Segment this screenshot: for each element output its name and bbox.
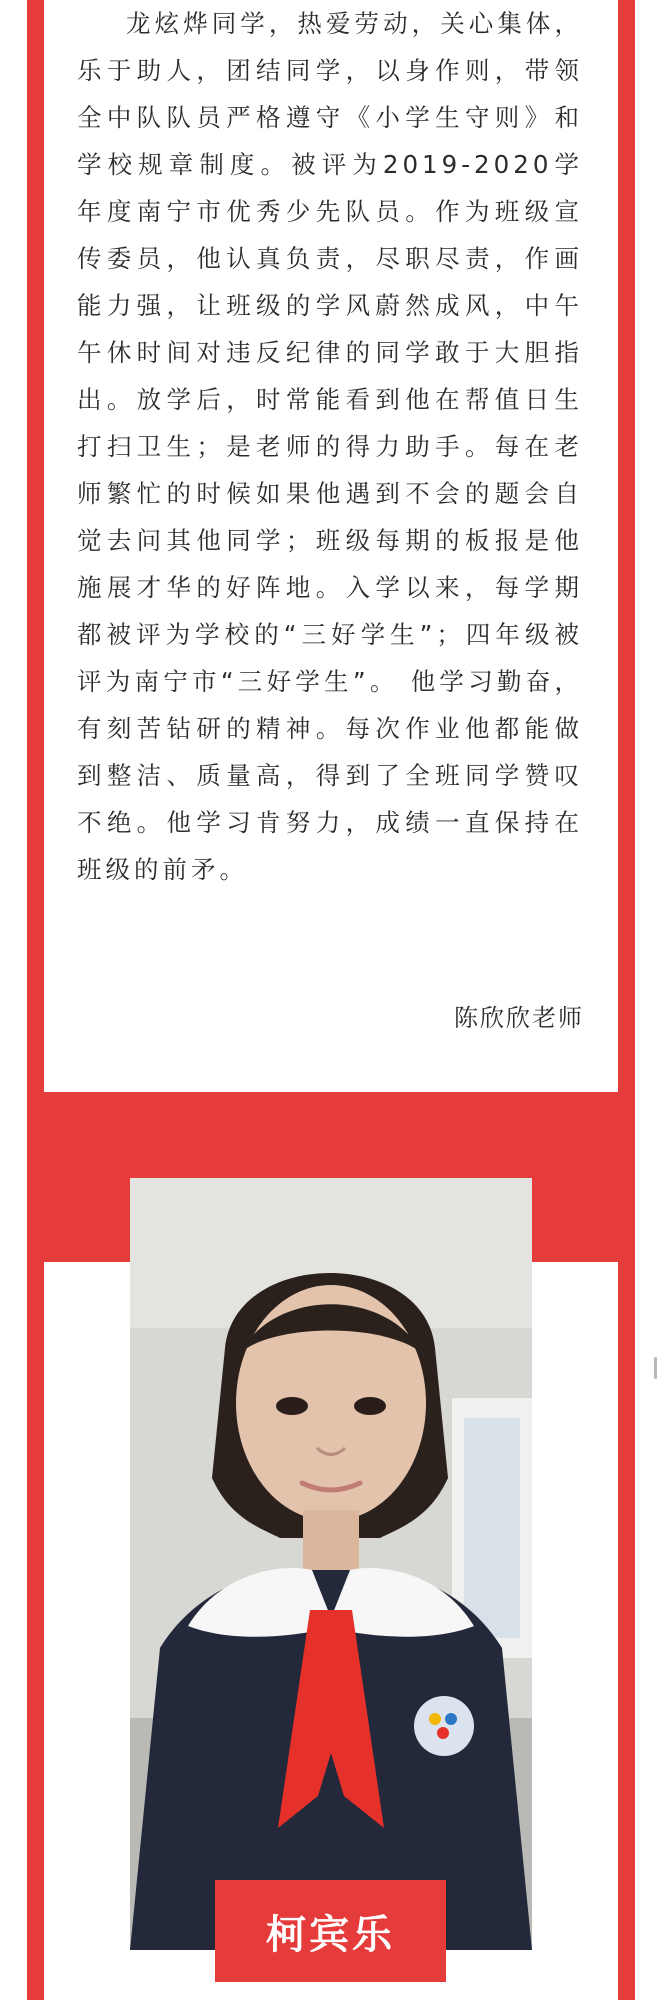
teacher-signature: 陈欣欣老师 [454,1004,584,1032]
student-name: 柯宾乐 [266,1911,395,1958]
student-photo [130,1178,532,1950]
scroll-indicator [654,1357,657,1379]
intro-paragraph: 龙炫烨同学，热爱劳动，关心集体，乐于助人，团结同学，以身作则，带领全中队队员严格遵守《小学生守则》和学校规章制度。被评为2019-2020学年度南宁市优秀少先队员。作为班级宣传委员，他认真负责，尽职尽责，作画能力强，让班级的学风蔚然成风，中午午休时间对违反纪律的同学敢于大胆指出。放学后，时常能看到他在帮值日生打扫卫生；是老师的得力助手。每在老师繁忙的时候如果他遇到不会的题会自觉去问其他同学；班级每期的板报是他施展才华的好阵地。入学以来，每学期都被评为学校的“三好学生”；四年级被评为南宁市“三好学生”。 他学习勤奋，有刻苦钻研的精神。每次作业他都能做到整洁、质量高，得到了全班同学赞叹不绝。他学习肯努力，成绩一直保持在班级的前矛。 [77,9,583,884]
student-name-banner [215,1880,446,1982]
